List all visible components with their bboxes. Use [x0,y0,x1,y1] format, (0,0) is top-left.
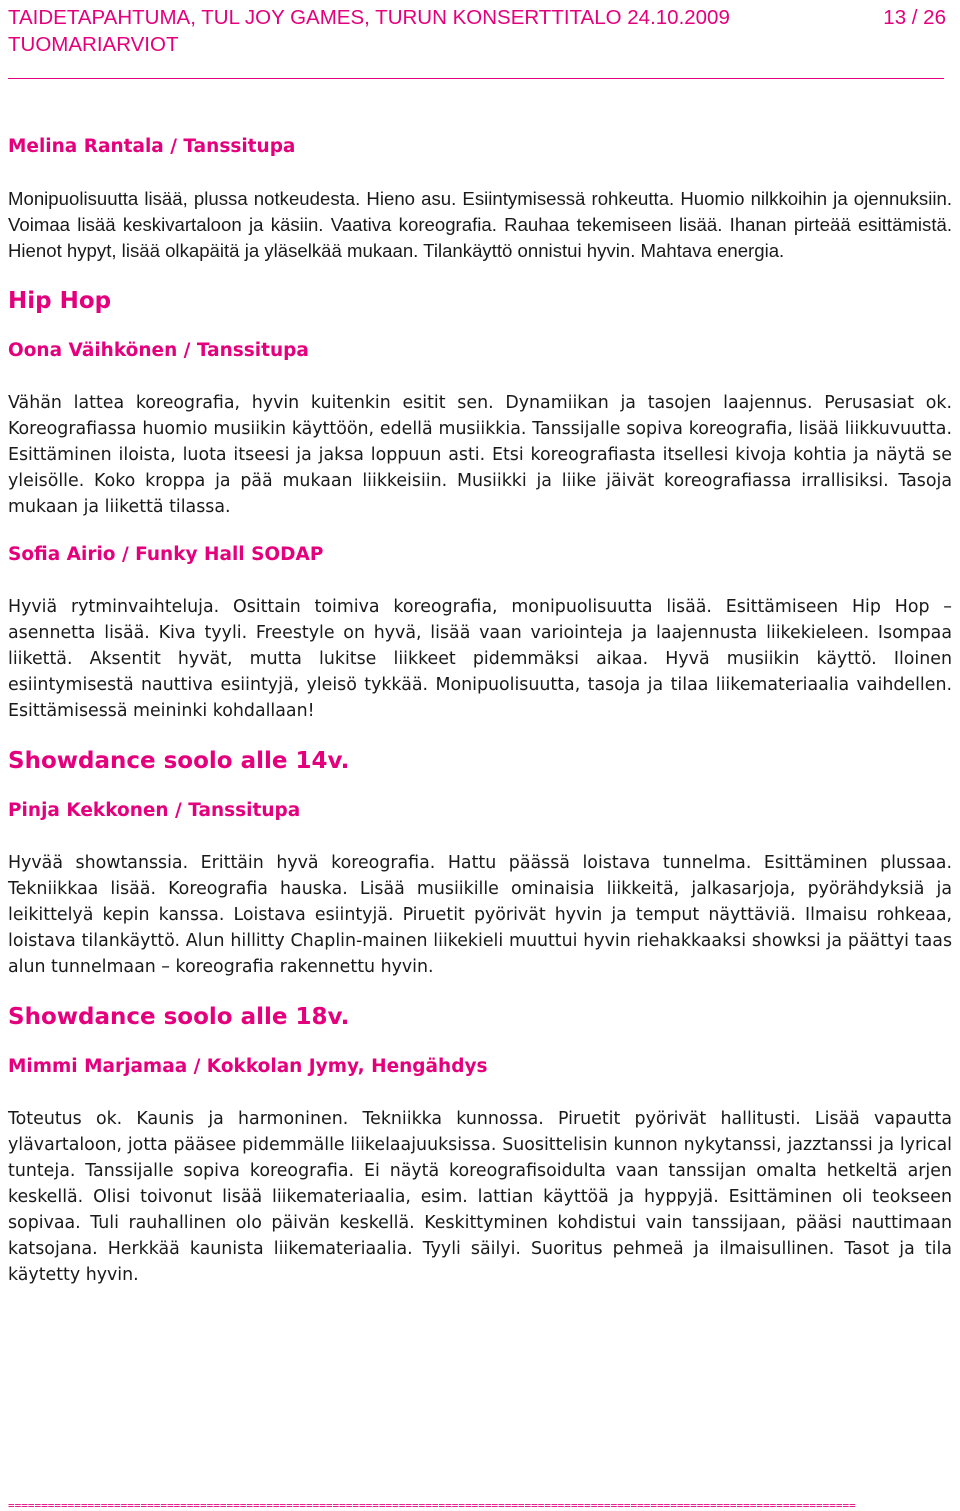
judge-name: Melina Rantala / Tanssitupa [8,136,296,157]
judge-name: Sofia Airio / Funky Hall SODAP [8,544,324,565]
event-line: TAIDETAPAHTUMA, TUL JOY GAMES, TURUN KONSERTTITALO 24.10.2009 [8,6,730,29]
footer-rule: ================================================================================================================================ [8,1501,856,1511]
judge-comment: Hyvää showtanssia. Erittäin hyvä koreografia. Hattu päässä loistava tunnelma. Esittäminen plussaa. Tekniikkaa lisää. Koreografia hauska. Lisää musiikille ominaisia liikkeitä, jalkasarjoja, pyörähdyksiä ja leikittelyä kepin kanssa. Loistava esiintyjä. Piruetit pyörivät hyvin ja temput näyttäviä. Ilmaisu rohkeaa, loistava tilankäyttö. Alun hillitty Chaplin-mainen liikekieli muuttui hyvin riehakkaaksi showksi ja päättyi taas alun tunnelmaan – koreografia rakennettu hyvin. [8,853,952,977]
page-content [8,134,952,1310]
judge-comment: Toteutus ok. Kaunis ja harmoninen. Tekniikka kunnossa. Piruetit pyörivät hallitusti. Lisää vapautta ylävartaloon, jotta pääsee pidemmälle liikelaajuuksissa. Suosittelisin kunnon nykytanssi, jazztanssi ja lyrical tunteja. Tanssijalle sopiva koreografia. Ei näytä koreografisoidulta vaan tanssijan omalta hetkeltä arjen keskellä. Olisi toivonut lisää liikemateriaalia, esim. lattian käyttöä ja hyppyjä. Esittäminen oli teokseen sopivaa. Tuli rauhallinen olo päivän keskellä. Keskittyminen kohdistui vain tanssijaan, pääsi nauttimaan katsojana. Herkkää kaunista liikemateriaalia. Tyyli säilyi. Suoritus pehmeä ja ilmaisullinen. Tasot ja tila käytetty hyvin. [8,1109,952,1285]
judge-name: Oona Väihkönen / Tanssitupa [8,340,309,361]
category-heading: Showdance soolo alle 14v. [8,748,350,774]
document-title: TUOMARIARVIOT [8,33,179,56]
judge-comment: Monipuolisuutta lisää, plussa notkeudesta. Hieno asu. Esiintymisessä rohkeutta. Huomio nilkkoihin ja ojennuksiin. Voimaa lisää keskivartaloon ja käsiin. Vaativa koreografia. Rauhaa tekemiseen lisää. Ihanan pirteää esittämistä. Hienot hypyt, lisää olkapäitä ja yläselkää mukaan. Tilankäyttö onnistui hyvin. Mahtava energia. [8,188,952,261]
page-header [8,4,952,58]
header-rule [8,78,944,79]
judge-comment: Hyviä rytminvaihteluja. Osittain toimiva koreografia, monipuolisuutta lisää. Esittämiseen Hip Hop –asennetta lisää. Kiva tyyli. Freestyle on hyvä, lisää vaan variointeja ja laajennusta liikekieleen. Isompaa liikettä. Aksentit hyvät, mutta lukitse liikkeet pidemmäksi aikaa. Hyvä musiikin käyttö. Iloinen esiintymisestä nauttiva esiintyjä, yleisö tykkää. Monipuolisuutta, tasoja ja tilaa liikemateriaalia vaihdellen. Esittämisessä meininki kohdallaan! [8,597,952,721]
judge-name: Pinja Kekkonen / Tanssitupa [8,800,301,821]
judge-name: Mimmi Marjamaa / Kokkolan Jymy, Hengähdys [8,1056,488,1077]
page-number: 13 / 26 [883,6,946,29]
category-heading: Showdance soolo alle 18v. [8,1004,350,1030]
judge-comment: Vähän lattea koreografia, hyvin kuitenkin esitit sen. Dynamiikan ja tasojen laajennus. Perusasiat ok. Koreografiassa huomio musiikin käyttöön, edellä musiikkia. Tanssijalle sopiva koreografia, lisää liikkuvuutta. Esittäminen iloista, luota itseesi ja jaksa loppuun asti. Etsi koreografiasta itsellesi kivoja kohtia ja näytä se yleisölle. Koko kroppa ja pää mukaan liikkeisiin. Musiikki ja liike jäivät koreografiassa irrallisiksi. Tasoja mukaan ja liikettä tilassa. [8,393,952,517]
category-heading: Hip Hop [8,288,112,314]
